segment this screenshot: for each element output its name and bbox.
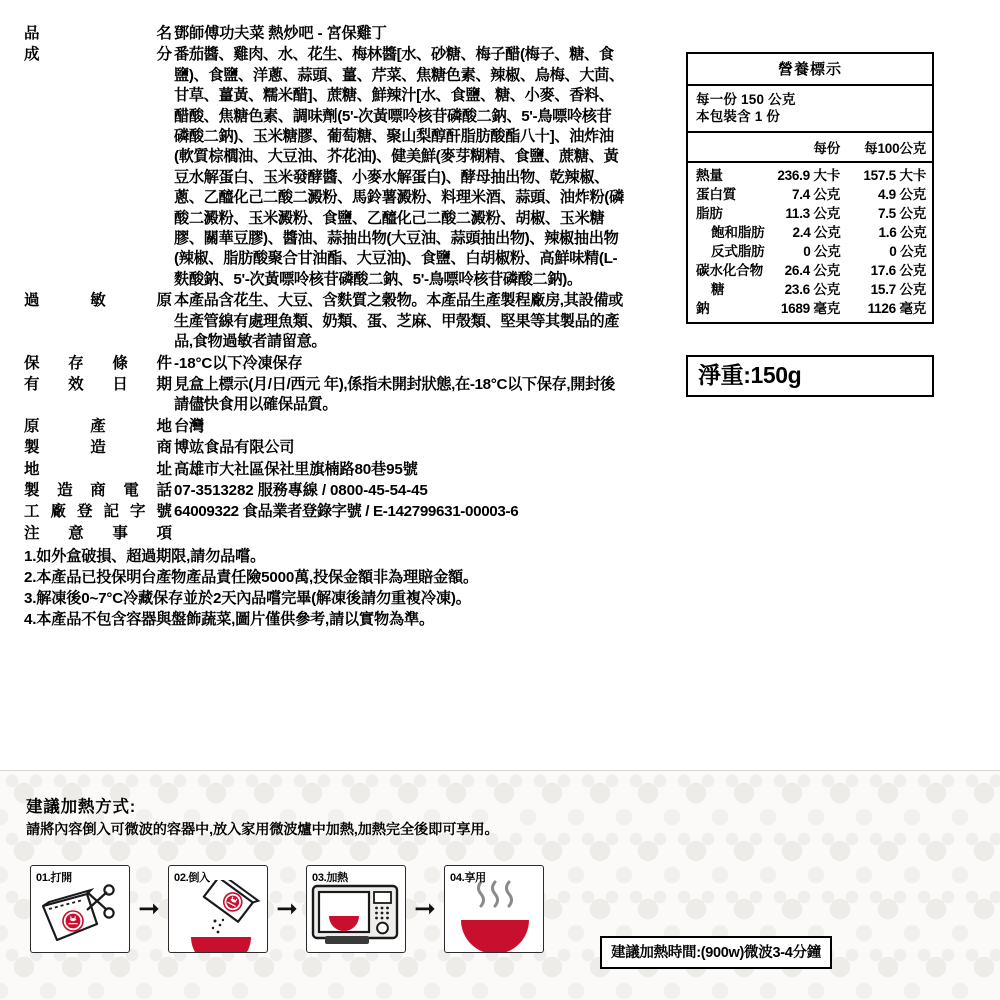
net-weight-box [686, 355, 934, 397]
heating-step-2 [168, 865, 268, 953]
info-row-label: 保存條件 [24, 354, 172, 372]
nutrient-per-serving: 0 公克 [803, 244, 841, 259]
nutrition-row [696, 280, 926, 299]
nutrient-per-serving: 2.4 公克 [792, 225, 841, 240]
precaution-item: 4.本產品不包含容器與盤飾蔬菜,圖片僅供參考,請以實物為準。 [24, 611, 434, 629]
nutrition-facts-title: 營養標示 [688, 54, 932, 86]
precaution-item: 2.本產品已投保明台產物產品責任險5000萬,投保金額非為理賠金額。 [24, 569, 478, 587]
info-row-value: 64009322 食品業者登錄字號 / E-142799631-00003-6 [174, 503, 519, 521]
nutrient-name: 反式脂肪 [711, 244, 765, 259]
info-row-label: 地址 [24, 460, 172, 478]
info-row [24, 417, 624, 437]
nutrient-name: 蛋白質 [696, 187, 737, 202]
nutrient-per-100g: 157.5 大卡 [863, 168, 926, 183]
info-row [24, 354, 624, 374]
nutrition-row [696, 166, 926, 185]
nutrient-name: 糖 [711, 282, 725, 297]
info-row-value: 07-3513282 服務專線 / 0800-45-54-45 [174, 481, 428, 499]
info-row [24, 45, 624, 290]
nutrient-name: 鈉 [696, 301, 710, 316]
column-header-per-serving: 每份 [813, 141, 840, 156]
microwave-icon [307, 880, 406, 953]
pour-into-bowl-icon [169, 880, 268, 953]
nutrient-name: 脂肪 [696, 206, 723, 221]
info-row [24, 502, 624, 522]
info-row-label: 有效日期 [24, 375, 172, 393]
nutrient-name: 飽和脂肪 [711, 225, 765, 240]
info-row-label: 品名 [24, 25, 172, 42]
nutrient-per-serving: 23.6 公克 [784, 282, 840, 297]
heating-step-3 [306, 865, 406, 953]
heating-steps-row [30, 865, 544, 953]
nutrition-rows [688, 163, 932, 322]
heating-step-label: 03.加熱 [312, 872, 348, 884]
info-row-label: 注意事項 [24, 524, 172, 542]
serving-information [688, 86, 932, 133]
nutrient-per-serving: 26.4 公克 [784, 263, 840, 278]
info-row [24, 481, 624, 501]
info-row-value: 博竑食品有限公司 [174, 439, 295, 457]
nutrition-column-headers [688, 133, 932, 163]
info-row-label: 工廠登記字號 [24, 503, 172, 521]
nutrient-per-100g: 1126 毫克 [867, 301, 926, 316]
nutrition-row [696, 242, 926, 261]
precaution-item: 1.如外盒破損、超過期限,請勿品嚐。 [24, 548, 266, 566]
serving-size: 每一份 150 公克 [696, 92, 796, 107]
info-row [24, 460, 624, 480]
nutrient-per-serving: 11.3 公克 [785, 206, 840, 221]
step-arrow-icon: ➞ [414, 894, 436, 924]
info-row-label: 製造商電話 [24, 481, 172, 499]
info-row-value: -18°C以下冷凍保存 [174, 354, 303, 372]
info-row-label: 製造商 [24, 439, 172, 457]
precautions-list [24, 546, 624, 630]
heating-step-1 [30, 865, 130, 953]
nutrient-per-serving: 1689 毫克 [780, 301, 840, 316]
info-row [24, 24, 624, 44]
nutrient-per-serving: 236.9 大卡 [777, 168, 840, 183]
info-row-label: 原產地 [24, 417, 172, 435]
heating-instructions-title: 建議加熱方式: [26, 798, 137, 816]
nutrition-row [696, 299, 926, 318]
nutrition-row [696, 185, 926, 204]
column-header-per-100g: 每100公克 [864, 141, 926, 156]
product-info-table [24, 24, 624, 545]
step-arrow-icon: ➞ [138, 894, 160, 924]
pouch-scissors-icon [31, 880, 130, 953]
heating-step-label: 02.倒入 [174, 872, 210, 884]
nutrient-per-100g: 15.7 公克 [870, 282, 926, 297]
heating-instructions-section [0, 770, 1000, 1000]
heating-step-4 [444, 865, 544, 953]
nutrition-row [696, 261, 926, 280]
nutrition-header-spacer [696, 137, 764, 157]
info-row [24, 524, 624, 544]
nutrient-per-100g: 1.6 公克 [878, 225, 927, 240]
nutrition-facts-panel [686, 52, 934, 324]
info-row-label: 過敏原 [24, 292, 172, 310]
heating-instructions-description: 請將內容倒入可微波的容器中,放入家用微波爐中加熱,加熱完全後即可享用。 [26, 822, 499, 838]
precaution-item: 3.解凍後0~7°C冷藏保存並於2天內品嚐完畢(解凍後請勿重複冷凍)。 [24, 590, 471, 608]
nutrient-per-100g: 0 公克 [889, 244, 927, 259]
info-row-value: 本產品含花生、大豆、含麩質之穀物。本產品生產製程廠房,其設備或生產管線有處理魚類、奶類、蛋、芝麻、甲殼類、堅果等其製品的產品,食物過敏者請留意。 [174, 292, 623, 351]
info-row-value: 高雄市大社區保社里旗楠路80巷95號 [174, 460, 418, 478]
servings-per-package: 本包裝含 1 份 [696, 109, 781, 124]
nutrition-row [696, 204, 926, 223]
info-row [24, 291, 624, 352]
net-weight-value: 淨重:150g [698, 362, 802, 388]
heating-step-label: 01.打開 [36, 872, 72, 884]
nutrition-row [696, 223, 926, 242]
info-row-value: 台灣 [174, 417, 205, 435]
nutrient-per-100g: 7.5 公克 [877, 206, 926, 221]
info-row-label: 成分 [24, 46, 172, 64]
heating-time-value: 建議加熱時間:(900w)微波3-4分鐘 [611, 945, 821, 961]
nutrient-per-serving: 7.4 公克 [791, 187, 840, 202]
heating-time-box [600, 936, 832, 969]
info-row-value: 見盒上標示(月/日/西元 年),係指未開封狀態,在-18°C以下保存,開封後請儘快食用以確保品質。 [174, 375, 615, 414]
info-row [24, 375, 624, 416]
info-row-value: 鄧師傅功夫菜 熱炒吧 - 宮保雞丁 [174, 25, 387, 42]
info-row-value: 番茄醬、雞肉、水、花生、梅林醬[水、砂糖、梅子醋(梅子、糖、食鹽)、食鹽、洋蔥、蒜頭、薑、芹菜、焦糖色素、辣椒、烏梅、大茴、甘草、薑黃、糯米醋]、蔗糖、鮮辣汁[水、食鹽、糖、小麥、香料、醋酸、焦糖色素、調味劑(5'-次黃嘌呤核苷磷酸二鈉、5'-鳥嘌呤核苷磷酸二鈉)、玉米糖膠、葡萄糖、聚山梨醇酐脂肪酸酯八十]、油炸油(軟質棕櫚油、大豆油、芥花油)、健美鮮(麥芽糊精、食鹽、蔗糖、黃豆水解蛋白、玉米發酵醬、小麥水解蛋白)、酵母抽出物、乾辣椒、蔥、乙醯化己二酸二澱粉、馬鈴薯澱粉、料理米酒、蒜頭、油炸粉(磷酸二澱粉、玉米澱粉、食鹽、乙醯化己二酸二澱粉、胡椒、玉米糖膠、關華豆膠)、醬油、蒜抽出物(大豆油、蒜頭抽出物)、辣椒抽出物(辣椒、脂肪酸聚合甘油酯、大豆油)、食鹽、白胡椒粉、高鮮味精(L-麩酸鈉、5'-次黃嘌呤核苷磷酸二鈉、5'-鳥嘌呤核苷磷酸二鈉)。 [174, 46, 624, 288]
info-row [24, 438, 624, 458]
nutrient-name: 碳水化合物 [696, 263, 763, 278]
nutrient-name: 熱量 [696, 168, 723, 183]
step-arrow-icon: ➞ [276, 894, 298, 924]
heating-step-label: 04.享用 [450, 872, 486, 884]
steaming-bowl-icon [445, 880, 544, 953]
nutrient-per-100g: 4.9 公克 [877, 187, 926, 202]
nutrient-per-100g: 17.6 公克 [870, 263, 926, 278]
